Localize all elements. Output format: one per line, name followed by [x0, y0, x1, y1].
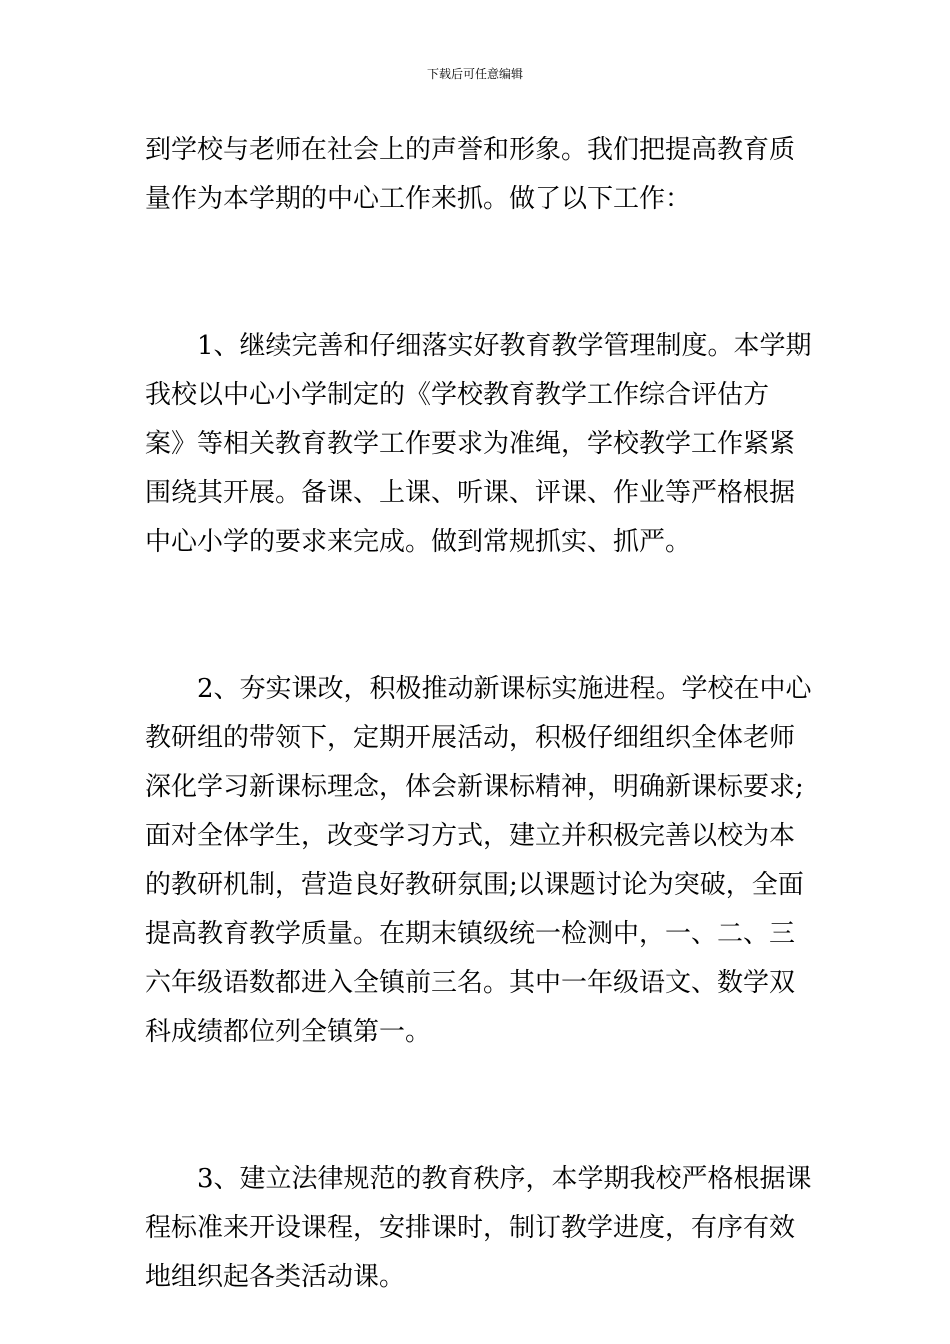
text-line: 六年级语数都进入全镇前三名。其中一年级语文、数学双 — [145, 968, 796, 998]
text-line: 科成绩都位列全镇第一。 — [145, 1017, 432, 1047]
text-line: 中心小学的要求来完成。做到常规抓实、抓严。 — [145, 527, 692, 557]
paragraph-item-1 — [145, 322, 812, 567]
text-line: 教研组的带领下，定期开展活动，积极仔细组织全体老师 — [145, 723, 796, 753]
text-line: 案》等相关教育教学工作要求为准绳，学校教学工作紧紧 — [145, 429, 796, 459]
text-line: 地组织起各类活动课。 — [145, 1262, 406, 1292]
text-line: 围绕其开展。备课、上课、听课、评课、作业等严格根据 — [145, 478, 796, 508]
page-header-note: 下载后可任意编辑 — [426, 67, 523, 81]
paragraph-item-2 — [145, 665, 812, 1057]
text-line: 提高教育教学质量。在期末镇级统一检测中，一、二、三 — [145, 919, 796, 949]
text-line: 量作为本学期的中心工作来抓。做了以下工作： — [145, 184, 692, 214]
text-line: 3、建立法律规范的教育秩序，本学期我校严格根据课 — [197, 1164, 812, 1194]
text-line: 面对全体学生，改变学习方式，建立并积极完善以校为本 — [145, 821, 796, 851]
text-line: 2、夯实课改，积极推动新课标实施进程。学校在中心 — [197, 674, 812, 704]
text-line: 深化学习新课标理念，体会新课标精神，明确新课标要求; — [145, 772, 804, 802]
text-line: 我校以中心小学制定的《学校教育教学工作综合评估方 — [145, 380, 770, 410]
paragraph-item-3 — [145, 1155, 812, 1302]
document-body — [145, 126, 812, 1302]
paragraph-intro — [145, 126, 805, 224]
text-line: 的教研机制，营造良好教研氛围;以课题讨论为突破，全面 — [145, 870, 804, 900]
text-line: 到学校与老师在社会上的声誉和形象。我们把提高教育质 — [145, 135, 796, 165]
text-line: 1、继续完善和仔细落实好教育教学管理制度。本学期 — [197, 331, 812, 361]
text-line: 程标准来开设课程，安排课时，制订教学进度，有序有效 — [145, 1213, 796, 1243]
